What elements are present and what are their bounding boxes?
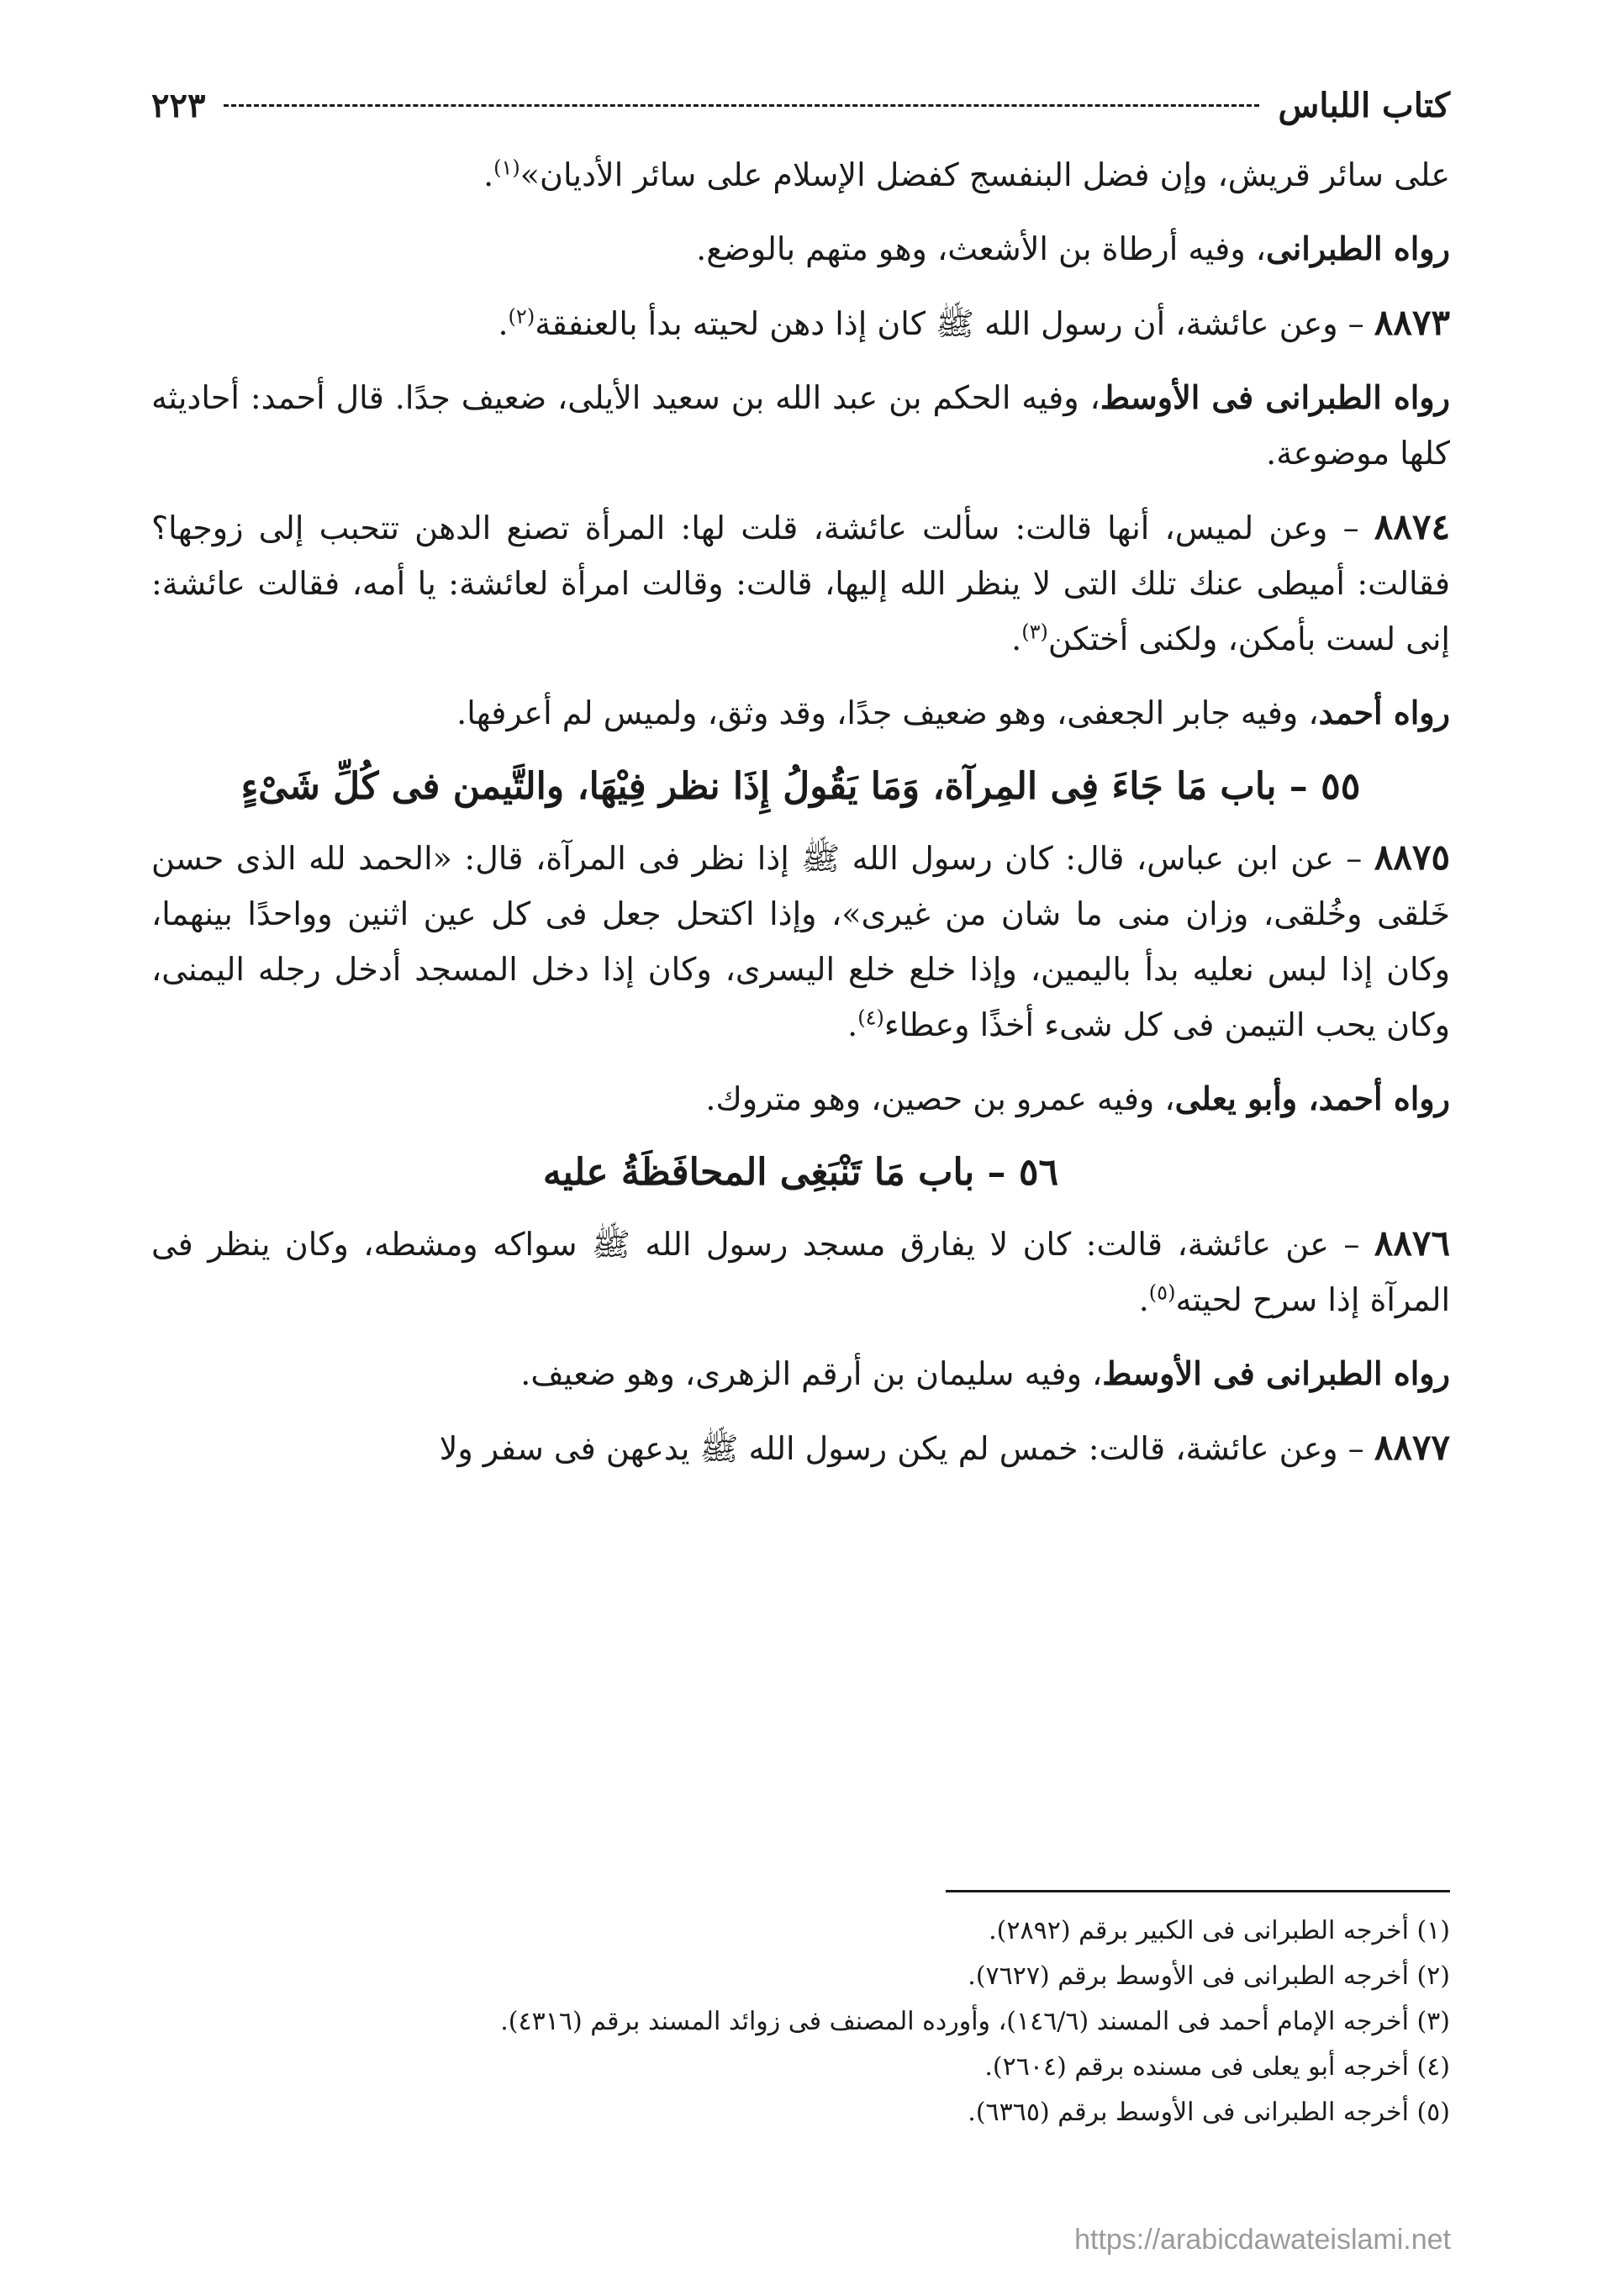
hadith-number: ٨٨٧٦ xyxy=(1374,1222,1450,1264)
footnotes xyxy=(151,1908,1450,2135)
footnote-marker: (٥) xyxy=(1148,1280,1176,1305)
source-attribution: رواه أحمد xyxy=(1318,694,1450,731)
source-note: رواه الطبرانى فى الأوسط، وفيه الحكم بن عبد الله بن سعيد الأيلى، ضعيف جدًا. قال أحمد: أحاديثه كلها موضوعة. xyxy=(151,378,1450,472)
footnote-1: (١) أخرجه الطبرانى فى الكبير برقم (٢٨٩٢). xyxy=(989,1916,1450,1945)
chapter-heading-55: ٥٥ – باب مَا جَاءَ فِى المِرآة، وَمَا يَقُولُ إِذَا نظر فِيْهَا، والتَّيمن فى كُلِّ شَىْءٍ xyxy=(240,765,1361,808)
source-attribution: رواه الطبرانى فى الأوسط xyxy=(1102,1354,1450,1392)
page-number: ٢٢٣ xyxy=(151,85,206,125)
hadith-number: ٨٨٧٣ xyxy=(1374,302,1450,343)
footnote-2: (٢) أخرجه الطبرانى فى الأوسط برقم (٧٦٢٧). xyxy=(968,1961,1450,1991)
chapter-heading-56: ٥٦ – باب مَا تَنْبَغِى المحافَظَةُ عليه xyxy=(542,1151,1059,1194)
source-attribution: رواه أحمد، وأبو يعلى xyxy=(1174,1079,1450,1117)
watermark-url: https://arabicdawateislami.net xyxy=(1074,2224,1451,2256)
paragraph: على سائر قريش، وإن فضل البنفسج كفضل الإسلام على سائر الأديان»$^{(١)}$. xyxy=(483,156,1450,193)
page-body xyxy=(151,147,1450,1495)
hadith-8873: ٨٨٧٣ – وعن عائشة، أن رسول الله ﷺ كان إذا دهن لحيته بدأ بالعنفقة$^{(٢)}$. xyxy=(498,302,1450,343)
hadith-number: ٨٨٧٧ xyxy=(1374,1427,1450,1468)
hadith-number: ٨٨٧٥ xyxy=(1374,837,1450,878)
footnote-5: (٥) أخرجه الطبرانى فى الأوسط برقم (٦٣٦٥). xyxy=(968,2098,1450,2127)
header-rule xyxy=(224,104,1259,107)
footnote-marker: (٢) xyxy=(508,304,535,329)
source-attribution: رواه الطبرانى xyxy=(1266,230,1450,267)
running-header xyxy=(151,80,1450,130)
footnote-marker: (٤) xyxy=(857,1005,884,1030)
book-title: كتاب اللباس xyxy=(1278,85,1450,125)
hadith-8877: ٨٨٧٧ – وعن عائشة، قالت: خمس لم يكن رسول الله ﷺ يدعهن فى سفر ولا xyxy=(439,1427,1450,1468)
footnote-marker: (٣) xyxy=(1021,620,1048,644)
hadith-8874: ٨٨٧٤ – وعن لميس، أنها قالت: سألت عائشة، قلت لها: المرأة تصنع الدهن تتحبب إلى زوجها؟ فقالت: أميطى عنك تلك التى لا ينظر الله إليها، قالت: وقالت امرأة لعائشة: يا أمه، فقالت عائشة: إنى لست بأمكن، ولكنى أختكن$^{(٣)}$. xyxy=(151,506,1450,657)
footnote-4: (٤) أخرجه أبو يعلى فى مسنده برقم (٢٦٠٤). xyxy=(984,2052,1450,2082)
source-attribution: رواه الطبرانى فى الأوسط xyxy=(1100,378,1450,416)
footnote-divider xyxy=(946,1890,1450,1892)
hadith-number: ٨٨٧٤ xyxy=(1374,506,1450,547)
source-note: رواه أحمد، وأبو يعلى، وفيه عمرو بن حصين، وهو متروك. xyxy=(705,1079,1450,1117)
source-note: رواه أحمد، وفيه جابر الجعفى، وهو ضعيف جدًا، وقد وثق، ولميس لم أعرفها. xyxy=(456,694,1450,731)
footnote-3: (٣) أخرجه الإمام أحمد فى المسند (١٤٦/٦)، وأورده المصنف فى زوائد المسند برقم (٤٣١٦). xyxy=(500,2007,1450,2036)
source-note: رواه الطبرانى، وفيه أرطاة بن الأشعث، وهو متهم بالوضع. xyxy=(696,230,1450,267)
footnote-marker: (١) xyxy=(493,156,520,180)
book-page xyxy=(151,0,1450,2296)
source-note: رواه الطبرانى فى الأوسط، وفيه سليمان بن أرقم الزهرى، وهو ضعيف. xyxy=(520,1354,1450,1392)
hadith-8875: ٨٨٧٥ – عن ابن عباس، قال: كان رسول الله ﷺ إذا نظر فى المرآة، قال: «الحمد لله الذى حسن خَلقى وخُلقى، وزان منى ما شان من غيرى»، وإذا اكتحل جعل فى كل عين اثنين وواحدًا بينهما، وكان إذا لبس نعليه بدأ باليمين، وإذا خلع خلع اليسرى، وكان إذا دخل المسجد أدخل رجله اليمنى، وكان يحب التيمن فى كل شىء أخذًا وعطاء$^{(٤)}$. xyxy=(151,837,1450,1043)
hadith-8876: ٨٨٧٦ – عن عائشة، قالت: كان لا يفارق مسجد رسول الله ﷺ سواكه ومشطه، وكان ينظر فى المرآة إذا سرح لحيته$^{(٥)}$. xyxy=(151,1222,1450,1318)
